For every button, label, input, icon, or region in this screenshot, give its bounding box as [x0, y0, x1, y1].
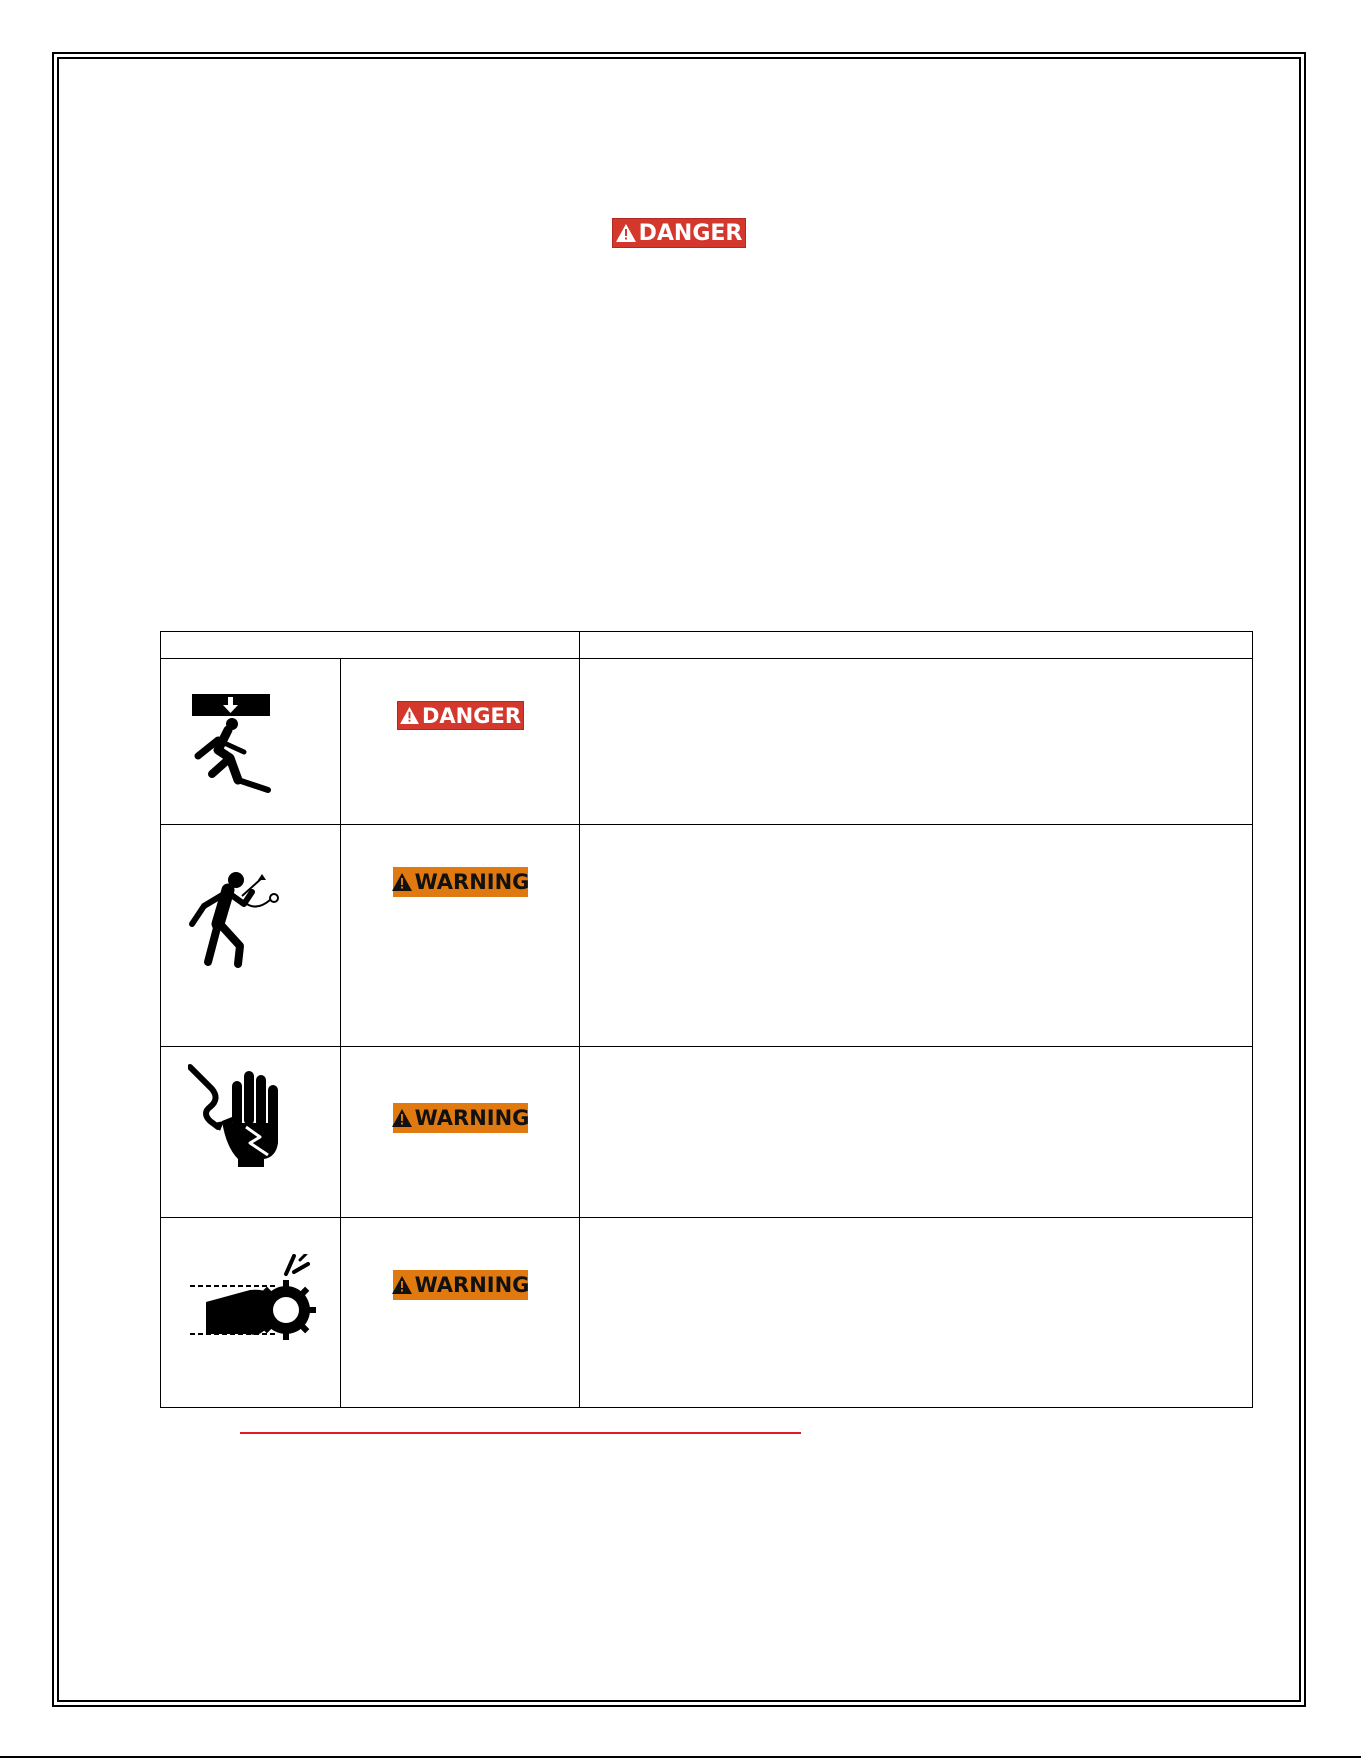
red-underline-rule — [240, 1432, 801, 1434]
flying-debris-injury-icon — [186, 872, 282, 972]
alert-triangle-icon — [392, 1276, 412, 1294]
hand-entanglement-chain-sprocket-icon — [190, 1254, 320, 1344]
table-rule — [160, 1046, 1253, 1047]
table-rule — [579, 631, 580, 1408]
row-3-signal-sign — [393, 1103, 528, 1133]
header-danger-sign — [612, 218, 746, 248]
row-4-signal-sign — [393, 1270, 528, 1300]
hazard-table — [160, 631, 1253, 1408]
alert-triangle-icon — [616, 224, 636, 242]
falling-load-crush-icon — [188, 694, 278, 794]
table-rule — [160, 631, 161, 1408]
table-rule — [160, 631, 1253, 632]
row-2-signal-word: WARNING — [414, 870, 530, 894]
header-danger-word: DANGER — [638, 220, 743, 246]
row-2-signal-sign — [393, 867, 528, 897]
table-rule — [1252, 631, 1253, 1408]
alert-triangle-icon — [392, 1109, 412, 1127]
page-bottom-rule — [0, 1756, 1361, 1758]
row-1-signal-sign — [397, 701, 524, 730]
row-3-signal-word: WARNING — [414, 1106, 530, 1130]
table-rule — [160, 824, 1253, 825]
table-rule — [160, 658, 1253, 659]
table-rule — [160, 1407, 1253, 1408]
row-4-signal-word: WARNING — [414, 1273, 530, 1297]
table-rule — [340, 658, 341, 1408]
alert-triangle-icon — [392, 873, 412, 891]
table-rule — [160, 1217, 1253, 1218]
row-1-signal-word: DANGER — [421, 703, 521, 728]
alert-triangle-icon — [400, 707, 419, 724]
hand-electric-shock-icon — [188, 1063, 284, 1167]
